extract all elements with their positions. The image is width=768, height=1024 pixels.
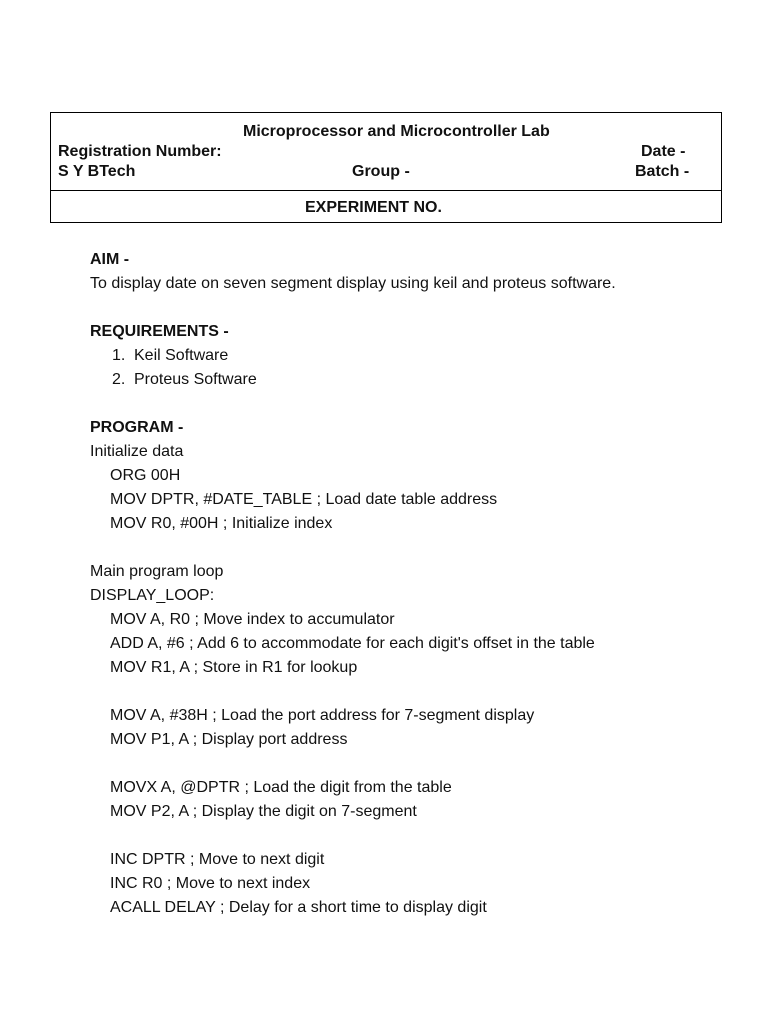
header-table	[50, 112, 722, 223]
aim-heading: AIM -	[90, 251, 130, 268]
batch-label: Batch -	[635, 163, 690, 180]
init-label: Initialize data	[90, 443, 184, 460]
header-row-registration	[51, 142, 721, 162]
program-heading: PROGRAM -	[90, 419, 184, 436]
header-divider	[51, 190, 721, 191]
main-loop-label: Main program loop	[90, 563, 224, 580]
code-line: INC DPTR ; Move to next digit	[110, 851, 325, 868]
document-body	[90, 248, 730, 920]
requirements-heading: REQUIREMENTS -	[90, 323, 229, 340]
code-line: ADD A, #6 ; Add 6 to accommodate for each digit's offset in the table	[110, 635, 595, 652]
date-label: Date -	[641, 143, 686, 160]
code-line: MOV R0, #00H ; Initialize index	[110, 515, 333, 532]
list-number: 1.	[112, 347, 126, 364]
header-row-experiment	[51, 198, 721, 218]
code-line: MOV DPTR, #DATE_TABLE ; Load date table address	[110, 491, 498, 508]
code-line: MOV A, R0 ; Move index to accumulator	[110, 611, 395, 628]
aim-text: To display date on seven segment display using keil and proteus software.	[90, 275, 616, 292]
header-row-title	[51, 122, 721, 142]
list-item	[90, 344, 730, 368]
code-line: MOVX A, @DPTR ; Load the digit from the table	[110, 779, 452, 796]
code-line: MOV A, #38H ; Load the port address for 7-segment display	[110, 707, 535, 724]
list-text: Keil Software	[134, 347, 229, 364]
header-row-class	[51, 162, 721, 182]
list-text: Proteus Software	[134, 371, 257, 388]
list-item	[90, 368, 730, 392]
display-loop-label: DISPLAY_LOOP:	[90, 587, 215, 604]
code-line: ORG 00H	[110, 467, 181, 484]
code-line: INC R0 ; Move to next index	[110, 875, 311, 892]
list-number: 2.	[112, 371, 126, 388]
registration-number-label: Registration Number:	[58, 143, 222, 160]
code-line: MOV P1, A ; Display port address	[110, 731, 348, 748]
group-label: Group -	[352, 163, 410, 180]
experiment-number-label: EXPERIMENT NO.	[305, 199, 442, 216]
code-line: MOV P2, A ; Display the digit on 7-segment	[110, 803, 417, 820]
code-line: ACALL DELAY ; Delay for a short time to display digit	[110, 899, 487, 916]
lab-title: Microprocessor and Microcontroller Lab	[243, 123, 550, 140]
class-label: S Y BTech	[58, 163, 136, 180]
code-line: MOV R1, A ; Store in R1 for lookup	[110, 659, 358, 676]
